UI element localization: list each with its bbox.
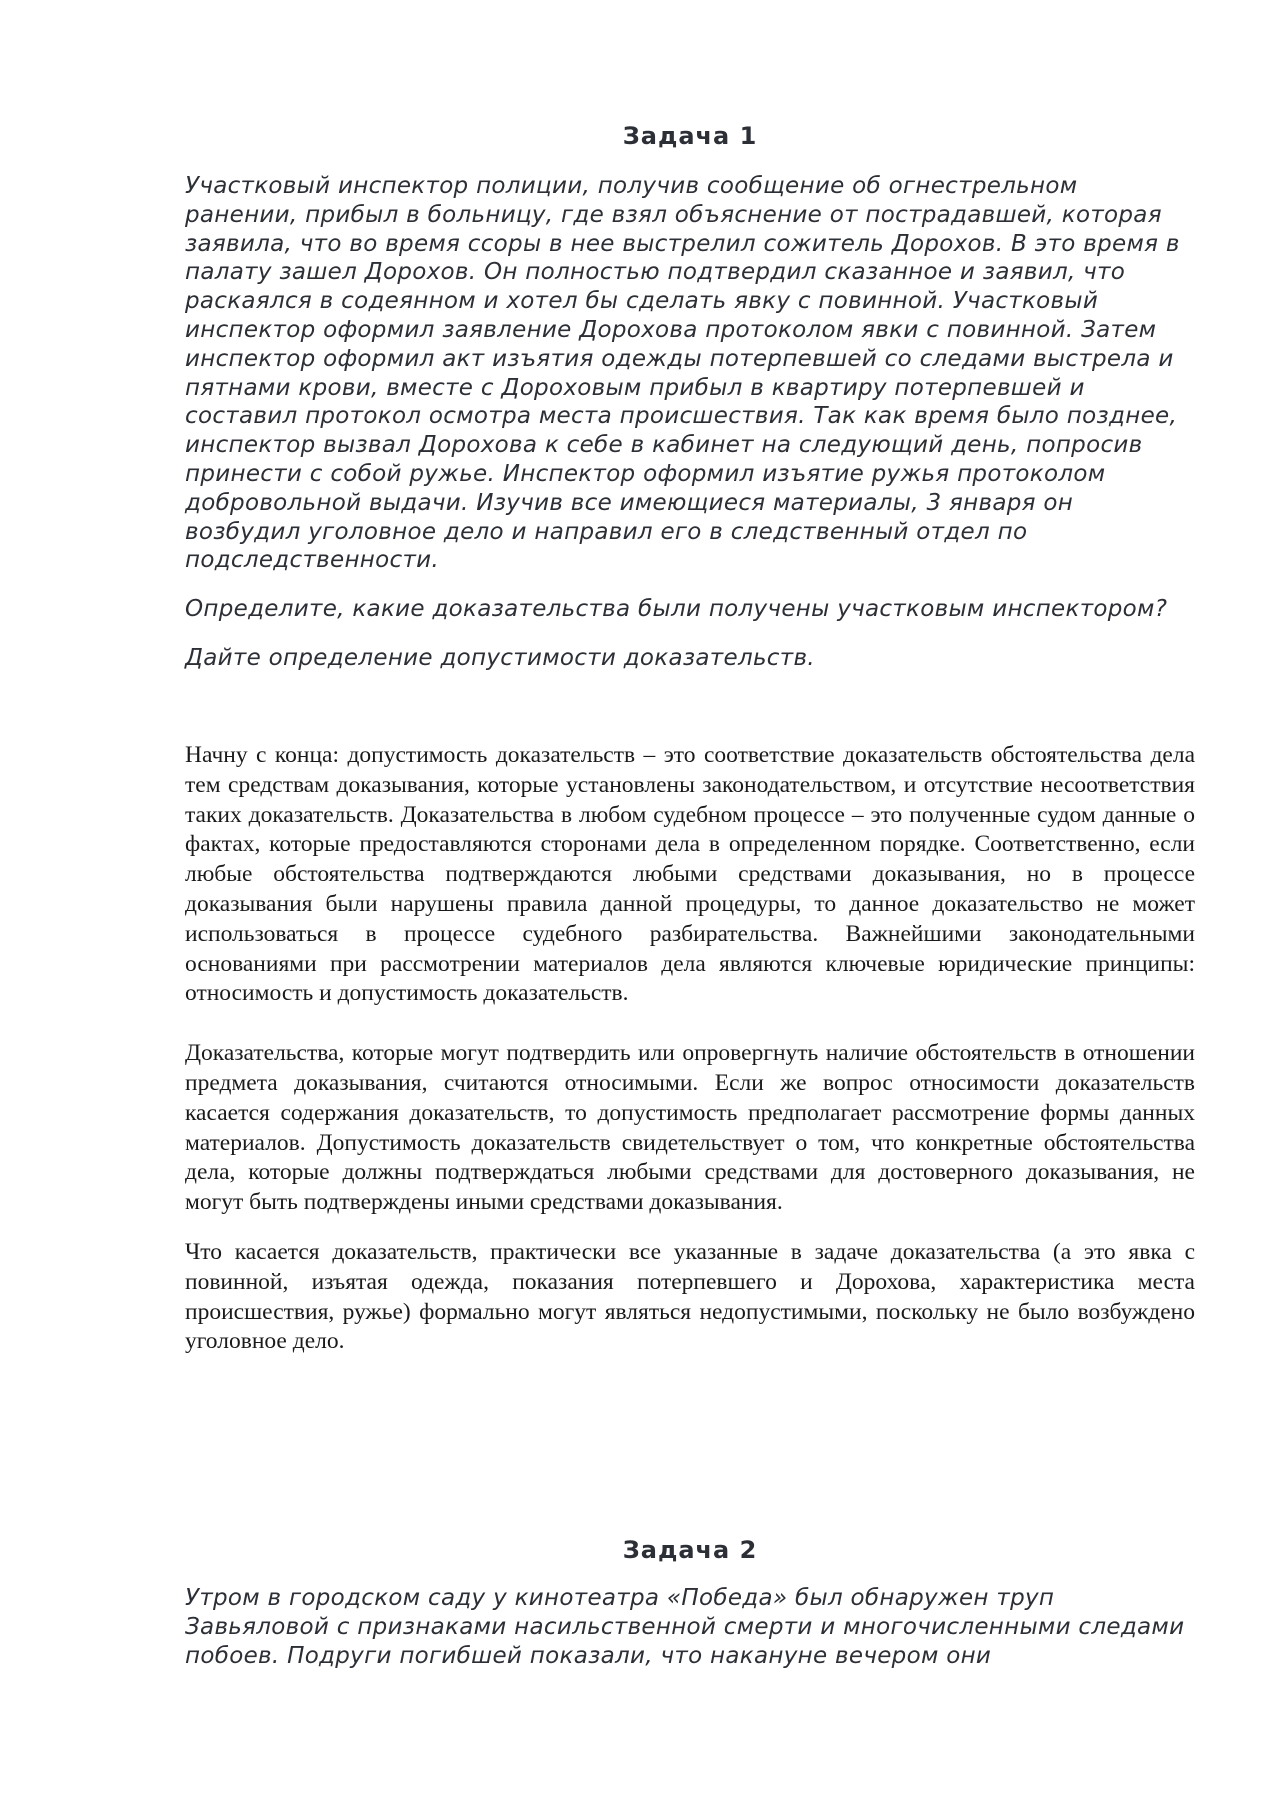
task1-title: Задача 1 <box>622 122 758 150</box>
task2-block <box>185 1584 1195 1670</box>
task1-question1: Определите, какие доказательства были получены участковым инспектором? <box>185 596 1168 623</box>
task2-title: Задача 2 <box>622 1536 758 1564</box>
task1-answer-block <box>185 741 1195 1357</box>
answer-paragraph-2: Доказательства, которые могут подтвердить или опровергнуть наличие обстоятельств в отношении предмета доказывания, считаются относимыми. Если же вопрос относимости доказательств касается содержания доказательств, то допустимость предполагает рассмотрение формы данных материалов. Допустимость доказательств свидетельствует о том, что конкретные обстоятельства дела, которые должны подтверждаться любыми средствами для достоверного доказывания, не могут быть подтверждены иными средствами доказывания. <box>185 1040 1195 1216</box>
task1-question2: Дайте определение допустимости доказательств. <box>185 644 815 671</box>
task2-condition: Утром в городском саду у кинотеатра «Победа» был обнаружен труп Завьяловой с признаками насильственной смерти и многочисленными следами побоев. Подруги погибшей показали, что накануне вечером они <box>185 1585 1185 1669</box>
answer-paragraph-3: Что касается доказательств, практически все указанные в задаче доказательства (а это явка с повинной, изъятая одежда, показания потерпевшего и Дорохова, характеристика места происшествия, ружье) формально могут являться недопустимыми, поскольку не было возбуждено уголовное дело. <box>185 1238 1195 1355</box>
task1-block <box>185 172 1195 673</box>
task1-condition: Участковый инспектор полиции, получив сообщение об огнестрельном ранении, прибыл в больницу, где взял объяснение от пострадавшей, которая заявила, что во время ссоры в нее выстрелил сожитель Дорохов. В это время в палату зашел Дорохов. Он полностью подтвердил сказанное и заявил, что раскаялся в содеянном и хотел бы сделать явку с повинной. Участковый инспектор оформил заявление Дорохова протоколом явки с повинной. Затем инспектор оформил акт изъятия одежды потерпевшей со следами выстрела и пятнами крови, вместе с Дороховым прибыл в квартиру потерпевшей и составил протокол осмотра места происшествия. Так как время было позднее, инспектор вызвал Дорохова к себе в кабинет на следующий день, попросив принести с собой ружье. Инспектор оформил изъятие ружья протоколом добровольной выдачи. Изучив все имеющиеся материалы, 3 января он возбудил уголовное дело и направил его в следственный отдел по подследственности. <box>185 173 1180 574</box>
answer-paragraph-1: Начну с конца: допустимость доказательств – это соответствие доказательств обстоятельства дела тем средствам доказывания, которые установлены законодательством, и отсутствие несоответствия таких доказательств. Доказательства в любом судебном процессе – это полученные судом данные о фактах, которые предоставляются сторонами дела в определенном порядке. Соответственно, если любые обстоятельства подтверждаются любыми средствами доказывания, но в процессе доказывания были нарушены правила данной процедуры, то данное доказательство не может использоваться в процессе судебного разбирательства. Важнейшими законодательными основаниями при рассмотрении материалов дела являются ключевые юридические принципы: относимость и допустимость доказательств. <box>185 742 1195 1007</box>
